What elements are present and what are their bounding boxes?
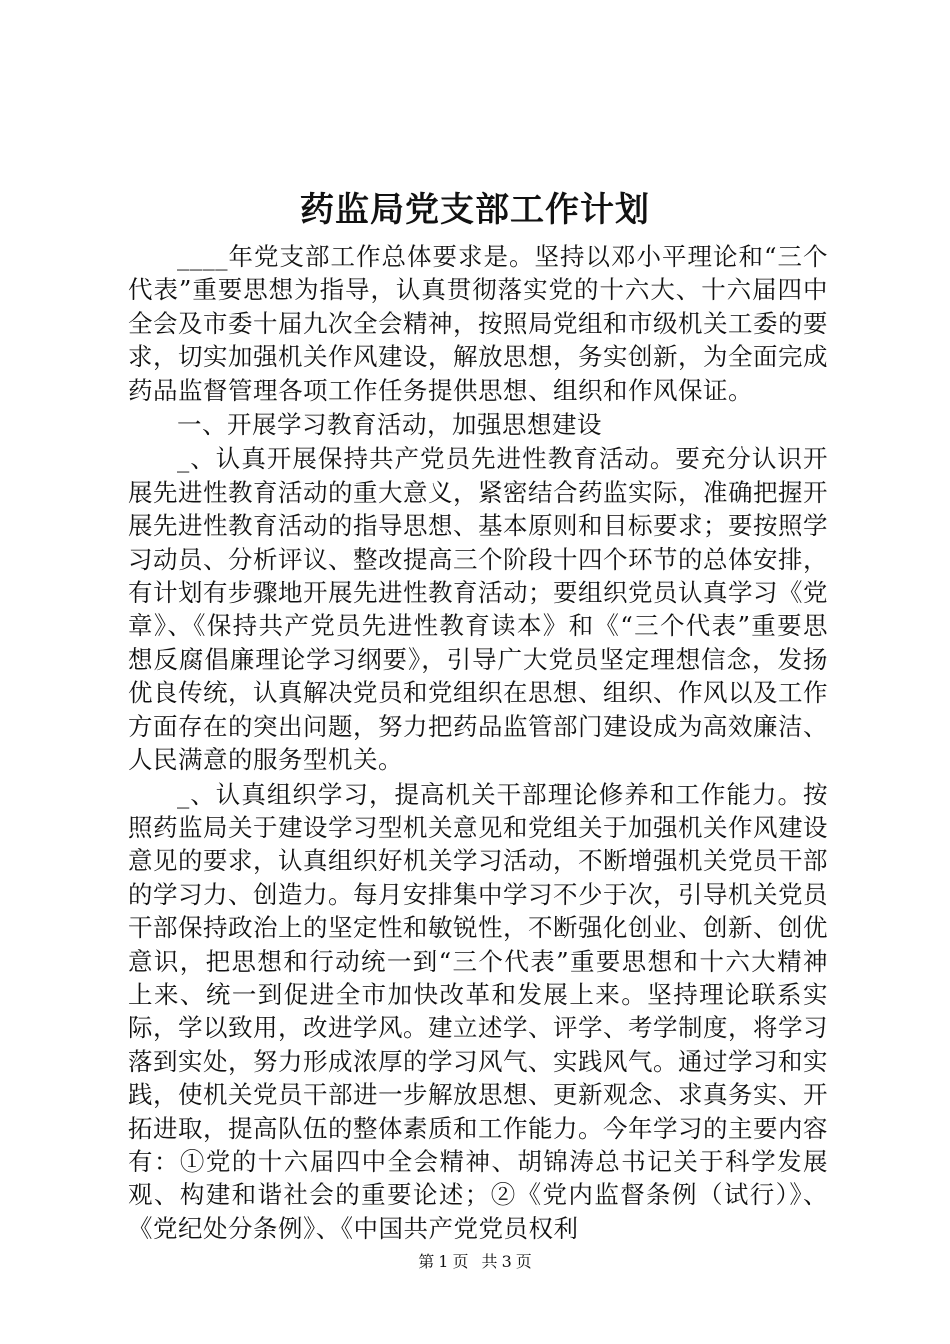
- page-suffix: 页: [452, 1252, 469, 1271]
- document-title: 药监局党支部工作计划: [300, 190, 650, 230]
- page-indicator: [416, 1252, 470, 1271]
- page-prefix: 第: [418, 1252, 435, 1271]
- total-indicator: [480, 1252, 534, 1271]
- page-footer: [0, 1250, 950, 1274]
- paragraph-item-1: _、认真开展保持共产党员先进性教育活动。要充分认识开展先进性教育活动的重大意义，紧密结合药监实际，准确把握开展先进性教育活动的指导思想、基本原则和目标要求；要按照学习动员、分析评议、整改提高三个阶段十四个环节的总体安排，有计划有步骤地开展先进性教育活动；要组织党员认真学习《党章》、《保持共产党员先进性教育读本》和《“三个代表”重要思想反腐倡廉理论学习纲要》，引导广大党员坚定理想信念，发扬优良传统，认真解决党员和党组织在思想、组织、作风以及工作方面存在的突出问题，努力把药品监管部门建设成为高效廉洁、人民满意的服务型机关。: [128, 444, 828, 775]
- paragraph-item-2: _、认真组织学习，提高机关干部理论修养和工作能力。按照药监局关于建设学习型机关意见和党组关于加强机关作风建设意见的要求，认真组织好机关学习活动，不断增强机关党员干部的学习力、创造力。每月安排集中学习不少于次，引导机关党员干部保持政治上的坚定性和敏锐性，不断强化创业、创新、创优意识，把思想和行动统一到“三个代表”重要思想和十六大精神上来、统一到促进全市加快改革和发展上来。坚持理论联系实际，学以致用，改进学风。建立述学、评学、考学制度，将学习落到实处，努力形成浓厚的学习风气、实践风气。通过学习和实践，使机关党员干部进一步解放思想、更新观念、求真务实、开拓进取，提高队伍的整体素质和工作能力。今年学习的主要内容有：①党的十六届四中全会精神、胡锦涛总书记关于科学发展观、构建和谐社会的重要论述；②《党内监督条例（试行）》、《党纪处分条例》、《中国共产党党员权利: [128, 779, 828, 1243]
- total-suffix: 页: [515, 1252, 532, 1271]
- page-number: 1: [438, 1252, 449, 1271]
- paragraph-intro: ____年党支部工作总体要求是。坚持以邓小平理论和“三个代表”重要思想为指导，认真贯彻落实党的十六大、十六届四中全会及市委十届九次全会精神，按照局党组和市级机关工委的要求，切实加强机关作风建设，解放思想，务实创新，为全面完成药品监督管理各项工作任务提供思想、组织和作风保证。: [128, 242, 828, 405]
- document-body: [128, 240, 828, 1246]
- total-prefix: 共: [481, 1252, 498, 1271]
- section-heading-1: 一、开展学习教育活动，加强思想建设: [177, 410, 602, 440]
- total-pages: 3: [501, 1252, 512, 1271]
